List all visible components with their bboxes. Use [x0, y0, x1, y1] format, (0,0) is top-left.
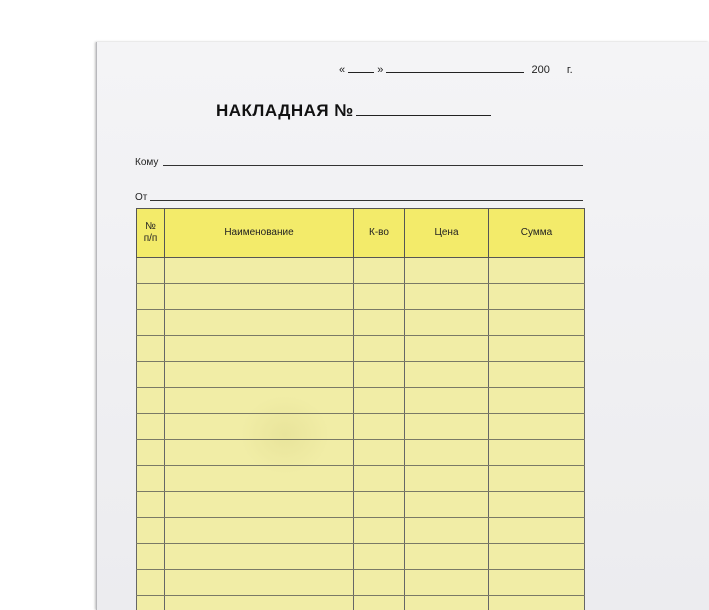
- table-cell: [137, 258, 165, 284]
- table-cell: [137, 518, 165, 544]
- from-label: От: [135, 192, 148, 203]
- month-blank: [386, 62, 524, 73]
- table-cell: [405, 596, 489, 610]
- table-cell: [137, 284, 165, 310]
- items-table: [136, 208, 585, 610]
- table-cell: [489, 518, 585, 544]
- table-cell: [165, 570, 354, 596]
- table-row: [137, 414, 585, 440]
- table-row: [137, 258, 585, 284]
- column-header-name: Наименование: [165, 209, 354, 258]
- table-cell: [354, 570, 405, 596]
- table-cell: [405, 492, 489, 518]
- table-cell: [354, 336, 405, 362]
- document-title: [216, 101, 491, 121]
- table-cell: [489, 596, 585, 610]
- table-cell: [165, 544, 354, 570]
- table-cell: [137, 336, 165, 362]
- table-cell: [405, 362, 489, 388]
- table-cell: [354, 258, 405, 284]
- table-cell: [405, 336, 489, 362]
- table-cell: [165, 414, 354, 440]
- table-cell: [354, 596, 405, 610]
- column-header-number-line1: №: [145, 221, 156, 232]
- table-cell: [489, 544, 585, 570]
- table-row: [137, 310, 585, 336]
- table-row: [137, 518, 585, 544]
- table-cell: [137, 362, 165, 388]
- table-cell: [354, 544, 405, 570]
- table-cell: [489, 466, 585, 492]
- to-line: [163, 165, 583, 166]
- table-cell: [354, 518, 405, 544]
- table-cell: [165, 466, 354, 492]
- day-blank: [348, 62, 374, 73]
- table-cell: [137, 466, 165, 492]
- column-header-quantity: К-во: [354, 209, 405, 258]
- table-cell: [354, 388, 405, 414]
- table-cell: [489, 492, 585, 518]
- table-cell: [165, 362, 354, 388]
- table-cell: [405, 518, 489, 544]
- table-cell: [165, 440, 354, 466]
- year-suffix: г.: [566, 64, 573, 76]
- to-label: Кому: [135, 157, 159, 168]
- table-cell: [489, 258, 585, 284]
- table-cell: [489, 570, 585, 596]
- table-row: [137, 362, 585, 388]
- table-row: [137, 466, 585, 492]
- table-cell: [405, 414, 489, 440]
- table-cell: [137, 596, 165, 610]
- table-cell: [165, 336, 354, 362]
- table-cell: [489, 414, 585, 440]
- table-header-row: [137, 209, 585, 258]
- table-cell: [137, 440, 165, 466]
- table-cell: [489, 388, 585, 414]
- table-row: [137, 336, 585, 362]
- table-cell: [165, 518, 354, 544]
- table-cell: [405, 388, 489, 414]
- table-cell: [354, 284, 405, 310]
- table-cell: [137, 570, 165, 596]
- from-field: [135, 192, 147, 203]
- table-row: [137, 596, 585, 610]
- table-cell: [405, 258, 489, 284]
- column-header-price: Цена: [405, 209, 489, 258]
- table-cell: [354, 466, 405, 492]
- table-cell: [489, 284, 585, 310]
- date-close-quote: »: [377, 64, 384, 76]
- table-cell: [489, 310, 585, 336]
- document-title-text: НАКЛАДНАЯ №: [216, 101, 354, 120]
- date-line: [339, 62, 573, 76]
- table-cell: [354, 492, 405, 518]
- table-cell: [489, 440, 585, 466]
- table-cell: [165, 388, 354, 414]
- table-cell: [137, 310, 165, 336]
- table-cell: [489, 336, 585, 362]
- invoice-number-blank: [356, 101, 491, 116]
- table-cell: [165, 492, 354, 518]
- table-cell: [354, 440, 405, 466]
- table-cell: [354, 414, 405, 440]
- column-header-sum: Сумма: [489, 209, 585, 258]
- table-cell: [137, 388, 165, 414]
- table-cell: [405, 544, 489, 570]
- table-cell: [137, 544, 165, 570]
- column-header-number: [137, 209, 165, 258]
- table-row: [137, 284, 585, 310]
- table-cell: [165, 258, 354, 284]
- table-cell: [405, 310, 489, 336]
- table-cell: [405, 570, 489, 596]
- table-cell: [165, 310, 354, 336]
- table-cell: [405, 440, 489, 466]
- table-cell: [405, 466, 489, 492]
- table-cell: [165, 596, 354, 610]
- table-cell: [165, 284, 354, 310]
- table-cell: [354, 310, 405, 336]
- table-cell: [405, 284, 489, 310]
- year-prefix: 200: [531, 64, 550, 76]
- table-cell: [354, 362, 405, 388]
- table-cell: [137, 492, 165, 518]
- to-field: [135, 157, 158, 168]
- paper-edge: [96, 42, 97, 610]
- table-cell: [137, 414, 165, 440]
- table-row: [137, 492, 585, 518]
- items-table-body: [137, 258, 585, 610]
- table-cell: [489, 362, 585, 388]
- table-row: [137, 440, 585, 466]
- date-open-quote: «: [339, 64, 346, 76]
- from-line: [150, 200, 583, 201]
- table-row: [137, 544, 585, 570]
- column-header-number-line2: п/п: [143, 233, 158, 244]
- table-row: [137, 570, 585, 596]
- table-row: [137, 388, 585, 414]
